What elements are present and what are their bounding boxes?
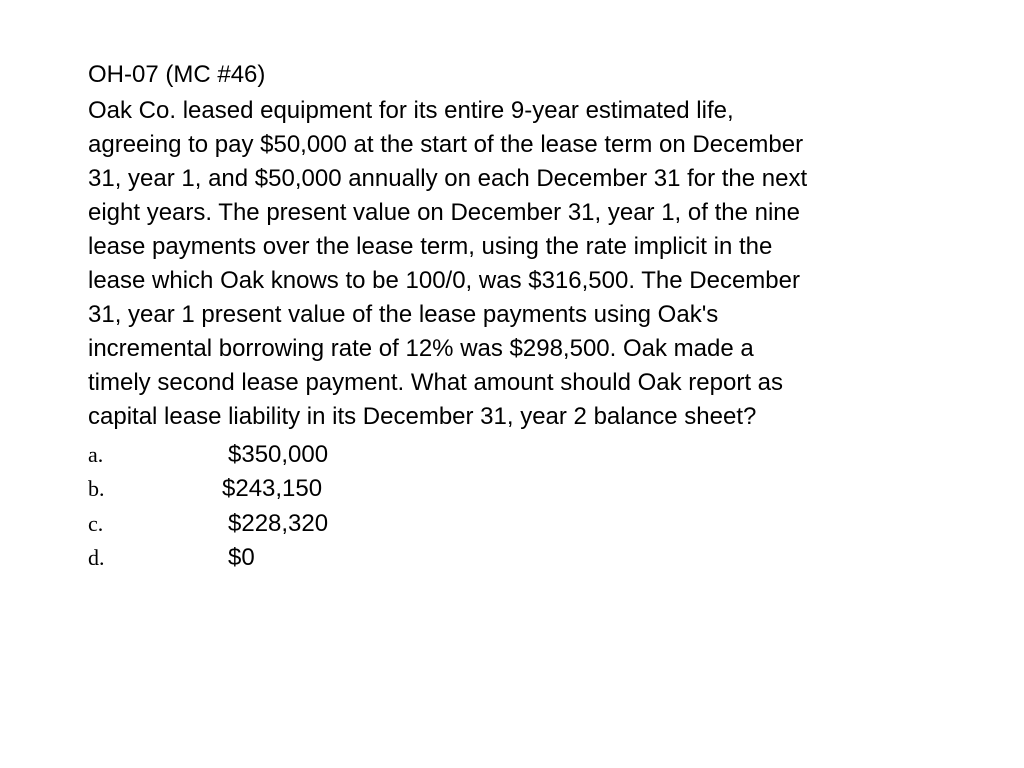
question-line-6: lease which Oak knows to be 100/0, was $316,500. The December	[88, 267, 800, 294]
question-line-1: Oak Co. leased equipment for its entire 9-year estimated life,	[88, 97, 734, 124]
question-line-8: incremental borrowing rate of 12% was $298,500. Oak made a	[88, 335, 754, 362]
choice-a-letter: a.	[88, 442, 104, 467]
choice-d-letter: d.	[88, 545, 105, 570]
question-line-9: timely second lease payment. What amount should Oak report as	[88, 369, 784, 396]
choice-a-value: $350,000	[228, 441, 329, 468]
question-line-3: 31, year 1, and $50,000 annually on each December 31 for the next	[88, 165, 808, 192]
question-line-5: lease payments over the lease term, using the rate implicit in the	[88, 233, 773, 260]
choice-b-value: $243,150	[222, 475, 323, 502]
choice-c-letter: c.	[88, 511, 104, 536]
choice-b-letter: b.	[88, 476, 105, 501]
question-line-10: capital lease liability in its December 31, year 2 balance sheet?	[88, 403, 757, 430]
choice-d-value: $0	[228, 544, 255, 571]
question-line-4: eight years. The present value on December 31, year 1, of the nine	[88, 199, 800, 226]
question-line-2: agreeing to pay $50,000 at the start of the lease term on December	[88, 131, 804, 158]
choice-c-value: $228,320	[228, 510, 329, 537]
question-line-7: 31, year 1 present value of the lease payments using Oak's	[88, 301, 719, 328]
question-title: OH-07 (MC #46)	[88, 61, 266, 88]
